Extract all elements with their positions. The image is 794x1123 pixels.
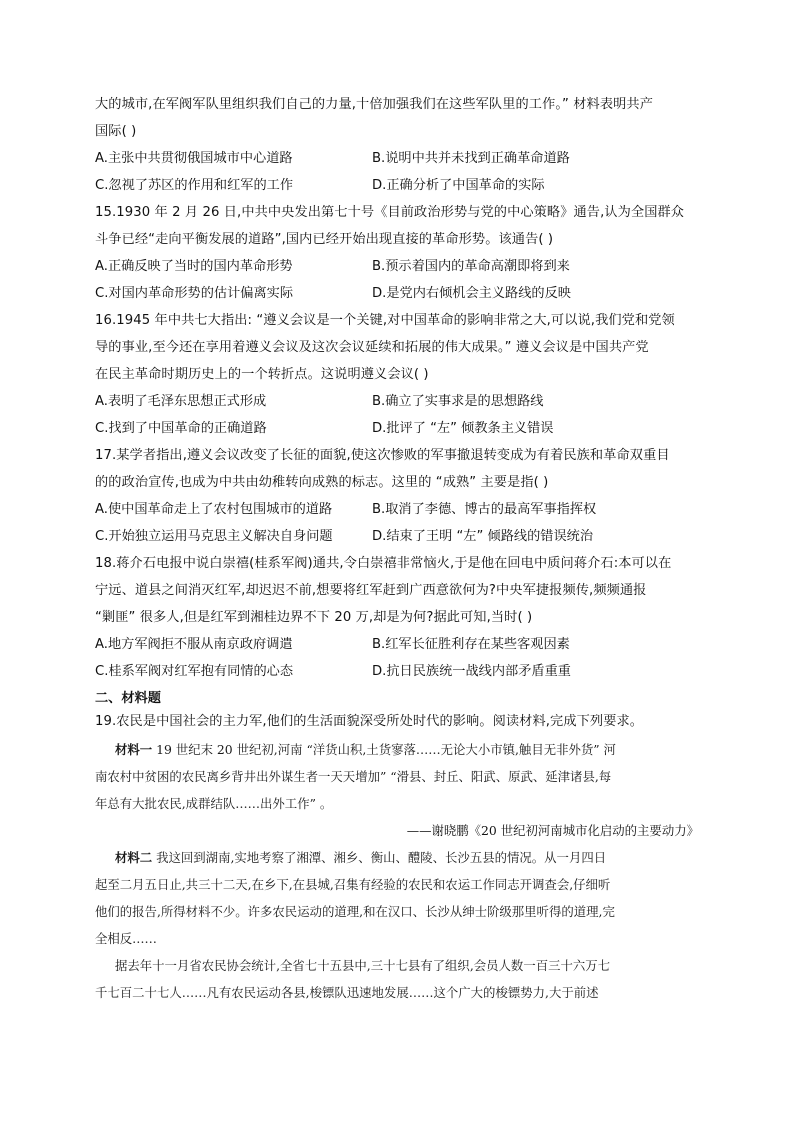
q16-option-a[interactable]: A.表明了毛泽东思想正式形成 (95, 394, 267, 409)
q16-option-b[interactable]: B.确立了实事求是的思想路线 (372, 394, 544, 409)
material-two-text-1: 我这回到湖南,实地考察了湘潭、湘乡、衡山、醴陵、长沙五县的情况。从一月四日 (152, 850, 607, 865)
material-two-line-6: 千七百二十七人……凡有农民运动各县,梭镖队迅速地发展……这个广大的梭镖势力,大于前述 (95, 985, 599, 1000)
q15-option-b[interactable]: B.预示着国内的革命高潮即将到来 (372, 259, 570, 274)
q15-option-c[interactable]: C.对国内革命形势的估计偏离实际 (95, 286, 294, 301)
q14-option-b[interactable]: B.说明中共并未找到正确革命道路 (372, 151, 570, 166)
section-heading: 二、材料题 (95, 691, 161, 706)
material-one-line-2: 南农村中贫困的农民离乡背井出外谋生者一天天增加” “滑县、封丘、阳武、原武、延津诸县,每 (95, 769, 612, 784)
q18-stem-line-2: 宁远、道县之间消灭红军,却迟迟不前,想要将红军赶到广西意欲何为?中央军捷报频传,频频通报 (95, 583, 647, 598)
q16-option-c[interactable]: C.找到了中国革命的正确道路 (95, 421, 267, 436)
material-two-line-5: 据去年十一月省农民协会统计,全省七十五县中,三十七县有了组织,会员人数一百三十六万七 (115, 958, 611, 973)
q16-stem-line-3: 在民主革命时期历史上的一个转折点。这说明遵义会议( ) (95, 367, 429, 382)
q14-stem-line-2: 国际( ) (95, 124, 137, 139)
q14-option-c[interactable]: C.忽视了苏区的作用和红军的工作 (95, 178, 294, 193)
q17-stem-line-1: 17.某学者指出,遵义会议改变了长征的面貌,使这次惨败的军事撤退转变成为有着民族和革命双重目 (95, 448, 670, 463)
q17-option-d[interactable]: D.结束了王明 “左” 倾路线的错误统治 (372, 529, 594, 544)
material-two-label: 材料二 (115, 850, 153, 865)
material-one-text-1: 19 世纪末 20 世纪初,河南 “洋货山积,土货寥落……无论大小市镇,触目无非外货” 河 (152, 742, 616, 757)
q14-option-d[interactable]: D.正确分析了中国革命的实际 (372, 178, 545, 193)
material-two-line-2: 起至二月五日止,共三十二天,在乡下,在县城,召集有经验的农民和农运工作同志开调查会,仔细听 (95, 877, 611, 892)
material-one-line-3: 年总有大批农民,成群结队……出外工作” 。 (95, 796, 333, 811)
q18-option-c[interactable]: C.桂系军阀对红军抱有同情的心态 (95, 664, 294, 679)
q18-stem-line-1: 18.蒋介石电报中说白崇禧(桂系军阀)通共,令白崇禧非常恼火,于是他在回电中质问蒋介石:本可以在 (95, 556, 672, 571)
q16-stem-line-2: 导的事业,至今还在享用着遵义会议及这次会议延续和拓展的伟大成果。” 遵义会议是中国共产党 (95, 340, 649, 355)
q17-option-b[interactable]: B.取消了李德、博古的最高军事指挥权 (372, 502, 597, 517)
q17-option-a[interactable]: A.使中国革命走上了农村包围城市的道路 (95, 502, 333, 517)
q14-stem-line-1: 大的城市,在军阀军队里组织我们自己的力量,十倍加强我们在这些军队里的工作。” 材料表明共产 (95, 97, 653, 112)
q15-option-d[interactable]: D.是党内右倾机会主义路线的反映 (372, 286, 571, 301)
q18-option-b[interactable]: B.红军长征胜利存在某些客观因素 (372, 637, 570, 652)
q18-option-a[interactable]: A.地方军阀拒不服从南京政府调遣 (95, 637, 293, 652)
material-two-line-3: 他们的报告,所得材料不少。许多农民运动的道理,和在汉口、长沙从绅士阶级那里听得的道理,完 (95, 904, 615, 919)
q16-option-d[interactable]: D.批评了 “左” 倾教条主义错误 (372, 421, 554, 436)
q17-stem-line-2: 的的政治宣传,也成为中共由幼稚转向成熟的标志。这里的 “成熟” 主要是指( ) (95, 475, 549, 490)
material-two-line-4: 全相反…… (95, 931, 157, 946)
q18-option-d[interactable]: D.抗日民族统一战线内部矛盾重重 (372, 664, 571, 679)
material-two-line-1 (115, 849, 606, 867)
q17-option-c[interactable]: C.开始独立运用马克思主义解决自身问题 (95, 529, 333, 544)
q15-option-a[interactable]: A.正确反映了当时的国内革命形势 (95, 259, 293, 274)
q15-stem-line-2: 斗争已经“走向平衡发展的道路”,国内已经开始出现直接的革命形势。该通告( ) (95, 232, 554, 247)
q16-stem-line-1: 16.1945 年中共七大指出: “遵义会议是一个关键,对中国革命的影响非常之大,可以说,我们党和党领 (95, 313, 675, 328)
q14-option-a[interactable]: A.主张中共贯彻俄国城市中心道路 (95, 151, 293, 166)
q15-stem-line-1: 15.1930 年 2 月 26 日,中共中央发出第七十号《目前政治形势与党的中心策略》通告,认为全国群众 (95, 205, 685, 220)
material-one-line-1 (115, 741, 616, 759)
material-one-source: ——谢晓鹏《20 世纪初河南城市化启动的主要动力》 (406, 823, 699, 838)
q18-stem-line-3: “剿匪” 很多人,但是红军到湘桂边界不下 20 万,却是为何?据此可知,当时( ) (95, 610, 533, 625)
q19-intro: 19.农民是中国社会的主力军,他们的生活面貌深受所处时代的影响。阅读材料,完成下列要求。 (95, 714, 644, 729)
material-one-label: 材料一 (115, 742, 153, 757)
